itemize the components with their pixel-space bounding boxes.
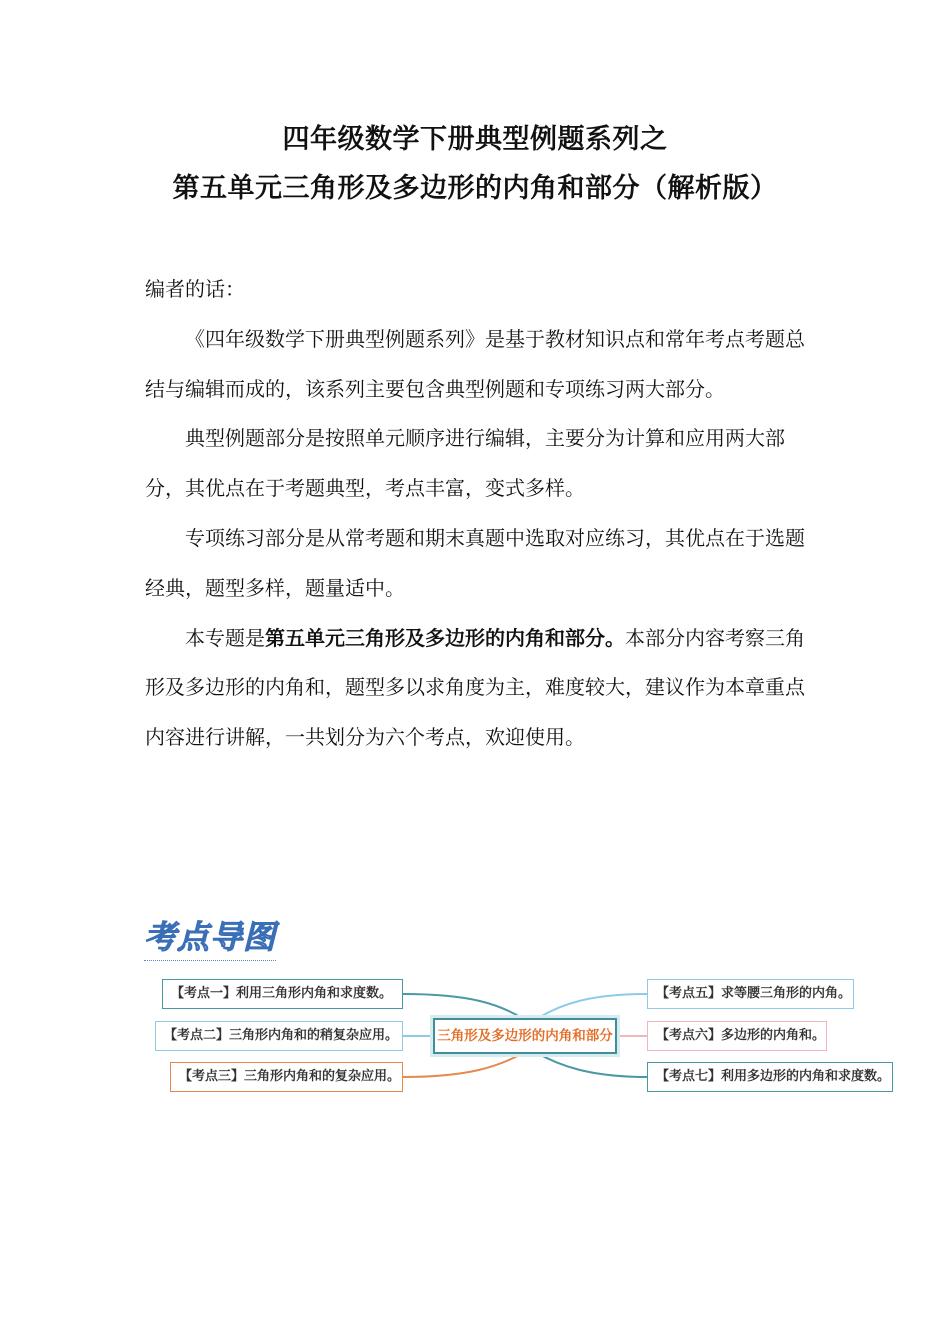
intro-paragraph-2: 典型例题部分是按照单元顺序进行编辑，主要分为计算和应用两大部分，其优点在于考题典型，考点丰富，变式多样。 — [145, 426, 785, 501]
intro-paragraph-4-suffix: 本部分内容考察三角形及多边形的内角和，题型多以求角度为主，难度较大，建议作为本章重点内容进行讲解，一共划分为六个考点，欢迎使用。 — [145, 625, 805, 750]
connector-topic-7 — [535, 1052, 647, 1077]
intro-paragraph-1: 《四年级数学下册典型例题系列》是基于教材知识点和常年考点考题总结与编辑而成的，该系列主要包含典型例题和专项练习两大部分。 — [145, 326, 805, 401]
mindmap-topic-1: 【考点一】利用三角形内角和求度数。 — [162, 979, 403, 1009]
intro-paragraph-4-prefix: 本专题是 — [185, 625, 265, 650]
mindmap-topic-6: 【考点六】多边形的内角和。 — [647, 1021, 827, 1051]
mindmap-topic-5: 【考点五】求等腰三角形的内角。 — [647, 979, 854, 1009]
mindmap-topic-2: 【考点二】三角形内角和的稍复杂应用。 — [155, 1021, 403, 1051]
mindmap-title: 考点导图 — [144, 912, 276, 961]
mindmap-center-node: 三角形及多边形的内角和部分 — [433, 1018, 617, 1054]
connector-topic-3 — [403, 1052, 525, 1077]
connector-topic-1 — [403, 994, 525, 1020]
intro-heading: 编者的话： — [145, 277, 245, 301]
intro-paragraph-4-topic: 第五单元三角形及多边形的内角和部分。 — [265, 625, 625, 650]
document-title-line-2: 第五单元三角形及多边形的内角和部分（解析版） — [172, 173, 778, 204]
mindmap-topic-3: 【考点三】三角形内角和的复杂应用。 — [170, 1062, 403, 1092]
intro-paragraph-3: 专项练习部分是从常考题和期末真题中选取对应练习，其优点在于选题经典，题型多样，题量适中。 — [145, 525, 805, 600]
connector-topic-5 — [535, 994, 647, 1020]
mindmap-topic-7: 【考点七】利用多边形的内角和求度数。 — [647, 1062, 893, 1092]
document-title-line-1: 四年级数学下册典型例题系列之 — [282, 124, 668, 155]
